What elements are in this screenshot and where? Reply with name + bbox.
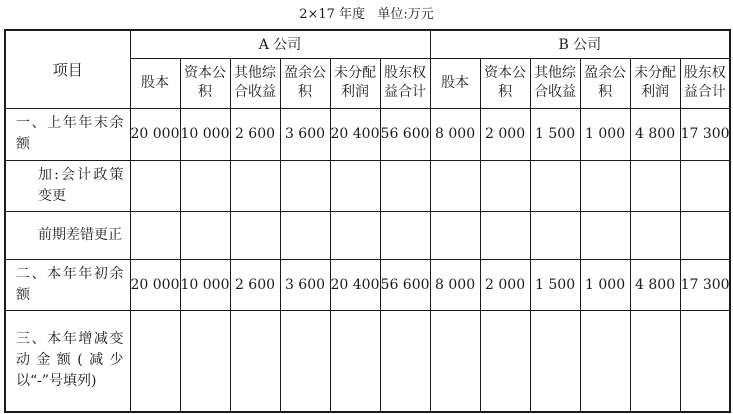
cell-b-col5: 17 300 (680, 259, 730, 310)
cell-a-col4: 20 400 (330, 259, 380, 310)
cell-a-col0 (130, 211, 180, 259)
cell-b-col5 (680, 310, 730, 412)
cell-b-col5 (680, 211, 730, 259)
header-row-companies (5, 30, 730, 58)
cell-a-col2: 2 600 (230, 108, 280, 160)
cell-b-col1: 2 000 (480, 259, 530, 310)
col-header-b-capital-reserve: 资本公积 (480, 58, 530, 108)
cell-b-col2: 1 500 (530, 259, 580, 310)
col-header-b-retained-earnings: 未分配利润 (630, 58, 680, 108)
col-header-b-surplus-reserve: 盈余公积 (580, 58, 630, 108)
table-caption: 2×17 年度 单位:万元 (299, 7, 434, 22)
cell-a-col3 (280, 160, 330, 211)
cell-b-col1 (480, 310, 530, 412)
cell-b-col1: 2 000 (480, 108, 530, 160)
item-column-header: 项目 (5, 30, 130, 108)
cell-b-col0 (430, 160, 480, 211)
cell-a-col5: 56 600 (380, 108, 430, 160)
cell-b-col3 (580, 310, 630, 412)
cell-a-col5 (380, 310, 430, 412)
cell-b-col0: 8 000 (430, 108, 480, 160)
cell-a-col3 (280, 211, 330, 259)
row-label: 二、本年年初余额 (5, 259, 130, 310)
cell-a-col0 (130, 310, 180, 412)
col-header-a-surplus-reserve: 盈余公积 (280, 58, 330, 108)
cell-a-col2 (230, 160, 280, 211)
cell-b-col1 (480, 160, 530, 211)
cell-b-col3: 1 000 (580, 259, 630, 310)
table-row (5, 211, 730, 259)
cell-a-col0: 20 000 (130, 108, 180, 160)
col-header-b-total-equity: 股东权益合计 (680, 58, 730, 108)
equity-statement-table (4, 29, 731, 413)
cell-b-col1 (480, 211, 530, 259)
cell-b-col0: 8 000 (430, 259, 480, 310)
cell-b-col5: 17 300 (680, 108, 730, 160)
cell-b-col3: 1 000 (580, 108, 630, 160)
cell-a-col5 (380, 211, 430, 259)
cell-a-col2: 2 600 (230, 259, 280, 310)
col-header-b-share-capital: 股本 (430, 58, 480, 108)
cell-b-col2 (530, 211, 580, 259)
cell-b-col3 (580, 160, 630, 211)
cell-a-col4 (330, 310, 380, 412)
row-label: 加:会计政策变更 (5, 160, 130, 211)
col-header-b-oci: 其他综合收益 (530, 58, 580, 108)
cell-b-col2 (530, 310, 580, 412)
cell-b-col4: 4 800 (630, 259, 680, 310)
cell-a-col0: 20 000 (130, 259, 180, 310)
cell-b-col0 (430, 310, 480, 412)
table-row (5, 310, 730, 412)
cell-a-col3 (280, 310, 330, 412)
cell-a-col4 (330, 160, 380, 211)
cell-b-col2: 1 500 (530, 108, 580, 160)
company-a-header: A 公司 (130, 30, 430, 58)
col-header-a-retained-earnings: 未分配利润 (330, 58, 380, 108)
col-header-a-share-capital: 股本 (130, 58, 180, 108)
cell-a-col5 (380, 160, 430, 211)
col-header-a-capital-reserve: 资本公积 (180, 58, 230, 108)
cell-b-col4 (630, 160, 680, 211)
cell-b-col3 (580, 211, 630, 259)
cell-a-col4 (330, 211, 380, 259)
cell-b-col5 (680, 160, 730, 211)
cell-a-col3: 3 600 (280, 259, 330, 310)
cell-a-col2 (230, 211, 280, 259)
cell-a-col1: 10 000 (180, 108, 230, 160)
cell-a-col2 (230, 310, 280, 412)
cell-a-col1 (180, 211, 230, 259)
table-row (5, 259, 730, 310)
cell-b-col0 (430, 211, 480, 259)
cell-a-col5: 56 600 (380, 259, 430, 310)
cell-b-col4 (630, 211, 680, 259)
col-header-a-oci: 其他综合收益 (230, 58, 280, 108)
row-label: 前期差错更正 (5, 211, 130, 259)
table-row (5, 108, 730, 160)
cell-a-col1 (180, 310, 230, 412)
cell-b-col4 (630, 310, 680, 412)
col-header-a-total-equity: 股东权益合计 (380, 58, 430, 108)
cell-a-col1: 10 000 (180, 259, 230, 310)
row-label: 三、本年增减变动金额(减少以“-”号填列) (5, 310, 130, 412)
cell-a-col3: 3 600 (280, 108, 330, 160)
table-row (5, 160, 730, 211)
cell-a-col0 (130, 160, 180, 211)
cell-a-col4: 20 400 (330, 108, 380, 160)
cell-b-col2 (530, 160, 580, 211)
company-b-header: B 公司 (430, 30, 730, 58)
cell-b-col4: 4 800 (630, 108, 680, 160)
cell-a-col1 (180, 160, 230, 211)
row-label: 一、上年年末余额 (5, 108, 130, 160)
